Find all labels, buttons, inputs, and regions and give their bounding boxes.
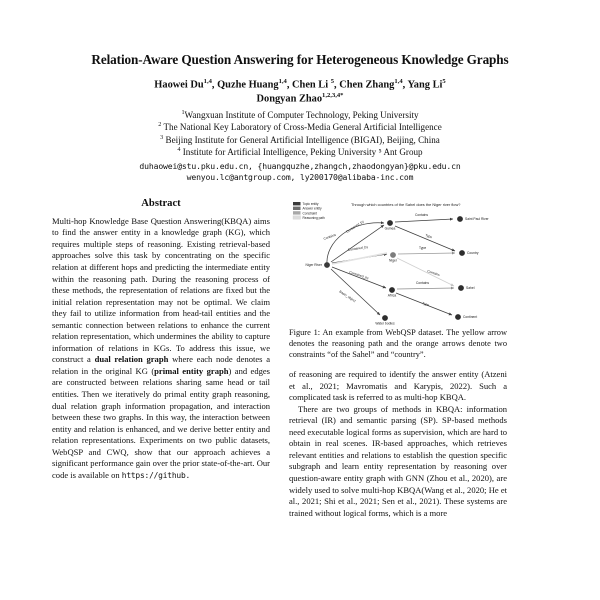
- edge-label-contains: Contains: [426, 268, 441, 277]
- legend-swatch-reasoning-path: [293, 216, 301, 219]
- graph-node-niger[interactable]: [390, 252, 396, 258]
- figure-question-text: Through which countries of the Sahel does the Niger river flow?: [351, 201, 461, 207]
- left-column: [52, 198, 270, 519]
- legend-label-constraint: Constraint: [302, 211, 318, 216]
- email-line: wenyou.lc@antgroup.com, ly200170@alibaba-inc.com: [186, 172, 414, 183]
- right-column: [289, 198, 507, 519]
- affiliation-text: The National Key Laboratory of Cross-Media General Artificial Intelligence: [163, 122, 442, 133]
- edge-label-basin-object: Basin_object: [338, 289, 357, 303]
- affiliation-marker: 4: [177, 146, 181, 154]
- paper-masthead: [52, 0, 548, 184]
- figure-1: [289, 198, 507, 360]
- abstract-text-part: ) and edges are constructed between relations sharing same head or tail entities. Then we iteratively do primal entity graph reasoning, dual relation graph information propagation, and interaction between these two graphs. In this way, the interaction between entity and relation is enhanced, and we derive better entity and relation representations. Experiments on two public datasets, WebQSP and CWQ, show that our approach achieves a significant performance gain over the prior state-of-the-art. Our code is available on: [52, 365, 271, 480]
- edge-label-contains: Contains: [322, 232, 337, 241]
- two-column-body: [52, 198, 548, 519]
- graph-node-label-africa: Africa: [387, 293, 397, 298]
- body-paragraph-2: There are two groups of methods in KBQA: information retrieval (IR) and semantic parsing (SP). SP-based methods need executable logical forms as supervision, which are hard to obtain in real scenes. IR-based approaches, which retrieves relevant entities and relations to establish the question specific subgraph and learn entity representation by reasoning over question-aware entity graph with GNN (Zhou et al., 2020), are widely used to solve multi-hop KBQA(Wang et al., 2020; He et al., 2021; Shi et al., 2021; Sen et al., 2021). These systems are trained without logical forms, which is a more: [289, 403, 507, 518]
- body-paragraph-1: of reasoning are required to identify the answer entity (Atzeni et al., 2021; Mavromatis and Karypis, 2022). Such a complicated task is referred to as multi-hop KBQA.: [289, 369, 507, 403]
- graph-node-label-water-bodies: Water bodies: [375, 321, 395, 326]
- legend-swatch-answer-entity: [293, 206, 301, 209]
- affiliation-text: Wangxuan Institute of Computer Technology, Peking University: [184, 109, 419, 120]
- author-line-primary: Haowei Du$^{1,4}$, Quzhe Huang$^{1,4}$, Chen Li $^5$, Chen Zhang$^{1,4}$, Yang Li$^5$: [154, 77, 446, 90]
- graph-node-niger-river[interactable]: [324, 262, 330, 268]
- edge-label-contained-by: Contained_by: [347, 244, 369, 252]
- edge-label-contained-by: Contained_by: [348, 269, 370, 281]
- graph-node-label-sahel: Sahel: [466, 286, 475, 291]
- graph-node-country[interactable]: [459, 250, 465, 256]
- affiliation-item: [52, 146, 548, 158]
- abstract-body: [52, 216, 270, 482]
- edge-label-contains: Contains: [415, 212, 429, 217]
- graph-node-water-bodies[interactable]: [382, 315, 388, 321]
- graph-node-label-niger-river: Niger River: [305, 262, 322, 267]
- email-line: duhaowei@stu.pku.edu.cn, {huangquzhe,zhangch,zhaodongyan}@pku.edu.cn: [139, 160, 461, 171]
- graph-node-continent[interactable]: [455, 314, 461, 320]
- graph-node-africa[interactable]: [389, 287, 395, 293]
- affiliation-item: [52, 134, 548, 146]
- edge-label-type: Type: [421, 300, 430, 307]
- legend-swatch-topic-entity: [293, 202, 301, 205]
- affiliation-item: [52, 121, 548, 133]
- affiliation-marker: 2: [158, 121, 162, 129]
- email-list: [52, 161, 548, 184]
- edge-label-type: Type: [419, 245, 427, 250]
- knowledge-graph-diagram: [289, 198, 507, 326]
- author-line-secondary: Dongyan Zhao$^{1,2,3,4*}$: [256, 91, 344, 105]
- abstract-text-part: Multi-hop Knowledge Base Question Answering(KBQA) aims to find the answer entity in a knowledge graph (KG), which requires multiple steps of reasoning. Existing retrieval-based approaches solve this task by concentrating on the specific relation at different hops and predicting the intermediate entity within the reasoning path. During the reasoning process of these methods, the representation of relations are fixed but the initial relation representation may not be optimal. We claim they fail to utilize information from head-tail entities and the semantic connection between relations to enhance the current relation representation, which undermines the ability to capture information of relations in KGs. To address this issue, we construct a: [52, 215, 270, 365]
- legend-label-reasoning-path: Reasoning path: [302, 215, 325, 220]
- affiliation-marker: 1: [181, 108, 185, 116]
- edge-label-contained-by: Contained_by: [345, 219, 365, 234]
- edge-label-contains: Contains: [416, 280, 430, 285]
- graph-node-label-guinea: Guinea: [384, 226, 396, 231]
- graph-node-saint-paul-river[interactable]: [457, 216, 463, 222]
- affiliation-text: Beijing Institute for General Artificial Intelligence (BIGAI), Beijing, China: [165, 134, 440, 145]
- figure-caption: Figure 1: An example from WebQSP dataset. The yellow arrow denotes the reasoning path and the orange arrows denote two constraints “of the Sahel” and “country”.: [289, 327, 507, 359]
- graph-node-label-saint-paul-river: Saint Paul River: [465, 217, 489, 222]
- affiliation-list: [52, 109, 548, 159]
- abstract-heading: Abstract: [141, 197, 181, 209]
- legend-label-answer-entity: Answer entity: [302, 206, 322, 211]
- legend-swatch-constraint: [293, 211, 301, 214]
- abstract-text-part: where each node denotes a relation in the original KG (: [52, 354, 270, 376]
- graph-node-guinea[interactable]: [387, 220, 393, 226]
- graph-node-label-continent: Continent: [463, 315, 478, 320]
- affiliation-item: [52, 109, 548, 121]
- abstract-emphasis-dual-relation-graph: dual relation graph: [94, 354, 169, 365]
- affiliation-marker: 3: [160, 133, 164, 141]
- affiliation-text: Institute for Artificial Intelligence, Peking University ⁵ Ant Group: [182, 147, 423, 158]
- abstract-code-url[interactable]: https://github.: [121, 470, 191, 480]
- edge-label-type: Type: [424, 232, 433, 240]
- abstract-emphasis-primal-entity-graph: primal entity graph: [154, 365, 229, 376]
- legend-label-topic-entity: Topic entity: [302, 201, 319, 206]
- graph-node-label-niger: Niger: [389, 258, 397, 263]
- page-title: Relation-Aware Question Answering for Heterogeneous Knowledge Graphs: [91, 52, 509, 67]
- graph-node-label-country: Country: [467, 251, 479, 256]
- graph-node-sahel[interactable]: [458, 285, 464, 291]
